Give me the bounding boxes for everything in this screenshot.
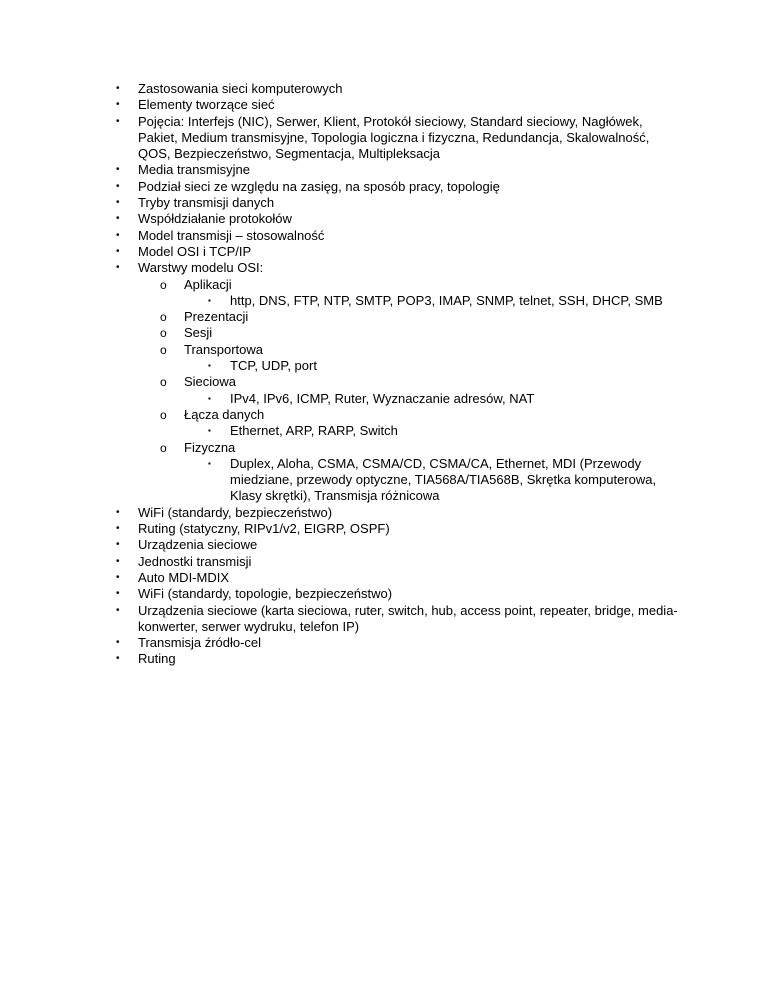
outline-item-text: Ethernet, ARP, RARP, Switch (230, 423, 398, 439)
outline-item-level-2 (0, 342, 768, 358)
outline-item-level-1 (0, 521, 768, 537)
outline-item-level-1 (0, 635, 768, 651)
outline-item-level-1 (0, 195, 768, 211)
bullet-circle-icon: o (160, 440, 167, 455)
bullet-circle-icon: o (160, 310, 167, 325)
outline-item-level-1 (0, 211, 768, 227)
bullet-circle-icon: o (160, 326, 167, 341)
outline-item-level-1 (0, 505, 768, 521)
outline-item-level-2 (0, 309, 768, 325)
outline-item-level-1 (0, 97, 768, 113)
outline-item-level-1 (0, 244, 768, 260)
outline-item-text: Pojęcia: Interfejs (NIC), Serwer, Klient, Protokół sieciowy, Standard sieciowy, Nagłówek, Pakiet, Medium transmisyjne, Topologia logiczna i fizyczna, Redundancja, Skalowalność, QOS, Bezpieczeństwo, Segmentacja, Multipleksacja (138, 113, 650, 162)
outline-item-level-1 (0, 114, 768, 163)
bullet-circle-icon: o (160, 375, 167, 390)
outline-item-text: WiFi (standardy, bezpieczeństwo) (138, 504, 333, 520)
bullet-square-icon: ▪ (208, 361, 211, 371)
outline-item-text: Zastosowania sieci komputerowych (138, 81, 343, 96)
outline-item-level-1 (0, 554, 768, 570)
outline-item-text: Ruting (statyczny, RIPv1/v2, EIGRP, OSPF) (138, 521, 390, 537)
bullet-disc-icon: • (116, 213, 120, 225)
bullet-square-icon: ▪ (208, 393, 211, 403)
bullet-disc-icon: • (116, 653, 120, 665)
bullet-disc-icon: • (116, 539, 120, 551)
outline-item-level-1 (0, 179, 768, 195)
bullet-disc-icon: • (116, 229, 120, 241)
outline-item-text: Ruting (138, 651, 176, 667)
outline-item-level-2 (0, 374, 768, 390)
outline-item-level-1 (0, 570, 768, 586)
outline-item-text: Sieciowa (184, 374, 237, 390)
outline-item-text: Transportowa (184, 341, 263, 357)
outline-item-level-2 (0, 325, 768, 341)
bullet-circle-icon: o (160, 277, 167, 292)
outline-item-text: WiFi (standardy, topologie, bezpieczeństwo) (138, 586, 393, 602)
outline-item-level-1 (0, 81, 768, 97)
bullet-disc-icon: • (116, 637, 120, 649)
bullet-disc-icon: • (116, 164, 120, 176)
outline-item-level-3 (0, 423, 768, 439)
outline-item-level-1 (0, 537, 768, 553)
outline-item-text: Urządzenia sieciowe (karta sieciowa, ruter, switch, hub, access point, repeater, bridge, media-konwerter, serwer wydruku, telefon IP) (138, 602, 678, 634)
outline-item-text: Podział sieci ze względu na zasięg, na sposób pracy, topologię (138, 178, 500, 194)
outline-item-text: Tryby transmisji danych (138, 195, 275, 211)
outline-item-text: http, DNS, FTP, NTP, SMTP, POP3, IMAP, SNMP, telnet, SSH, DHCP, SMB (230, 292, 663, 308)
outline-item-text: Elementy tworzące sieć (138, 97, 275, 113)
topic-outline-list (0, 81, 768, 668)
bullet-circle-icon: o (160, 342, 167, 357)
outline-item-level-1 (0, 651, 768, 667)
outline-item-text: Sesji (184, 325, 213, 341)
bullet-disc-icon: • (116, 245, 120, 257)
outline-item-text: Łącza danych (184, 406, 265, 422)
outline-item-text: Model transmisji – stosowalność (138, 227, 325, 243)
outline-item-text: Aplikacji (184, 276, 232, 292)
outline-item-text: Model OSI i TCP/IP (138, 243, 252, 259)
outline-item-text: Współdziałanie protokołów (138, 211, 292, 227)
bullet-disc-icon: • (116, 555, 120, 567)
bullet-disc-icon: • (116, 83, 120, 94)
outline-item-text: Media transmisyjne (138, 162, 250, 178)
bullet-circle-icon: o (160, 407, 167, 422)
bullet-disc-icon: • (116, 523, 120, 535)
bullet-square-icon: ▪ (208, 426, 211, 436)
outline-item-text: Fizyczna (184, 439, 236, 455)
bullet-disc-icon: • (116, 604, 120, 616)
outline-item-level-3 (0, 358, 768, 374)
outline-item-level-1 (0, 260, 768, 276)
outline-item-level-3 (0, 293, 768, 309)
bullet-square-icon: ▪ (208, 295, 211, 305)
outline-item-level-2 (0, 440, 768, 456)
outline-item-level-1 (0, 228, 768, 244)
bullet-disc-icon: • (116, 180, 120, 192)
outline-item-level-2 (0, 277, 768, 293)
bullet-disc-icon: • (116, 197, 120, 209)
bullet-square-icon: ▪ (208, 458, 211, 468)
outline-item-text: IPv4, IPv6, ICMP, Ruter, Wyznaczanie adresów, NAT (230, 390, 535, 406)
outline-item-text: Auto MDI-MDIX (138, 569, 230, 585)
bullet-disc-icon: • (116, 588, 120, 600)
bullet-disc-icon: • (116, 571, 120, 583)
outline-item-level-1 (0, 586, 768, 602)
outline-item-text: Warstwy modelu OSI: (138, 260, 264, 276)
outline-item-level-3 (0, 456, 768, 505)
bullet-disc-icon: • (116, 262, 120, 274)
outline-item-level-3 (0, 391, 768, 407)
bullet-disc-icon: • (116, 506, 120, 518)
outline-item-text: Prezentacji (184, 309, 249, 325)
outline-item-text: Duplex, Aloha, CSMA, CSMA/CD, CSMA/CA, Ethernet, MDI (Przewody miedziane, przewody optyczne, TIA568A/TIA568B, Skrętka komputerowa, Klasy skrętki), Transmisja różnicowa (230, 455, 657, 504)
bullet-disc-icon: • (116, 115, 120, 127)
outline-item-text: Jednostki transmisji (138, 553, 252, 569)
outline-item-text: TCP, UDP, port (230, 358, 317, 374)
outline-item-text: Urządzenia sieciowe (138, 537, 258, 553)
outline-item-level-1 (0, 603, 768, 636)
outline-item-level-1 (0, 162, 768, 178)
outline-item-text: Transmisja źródło-cel (138, 635, 262, 651)
outline-item-level-2 (0, 407, 768, 423)
bullet-disc-icon: • (116, 99, 120, 111)
